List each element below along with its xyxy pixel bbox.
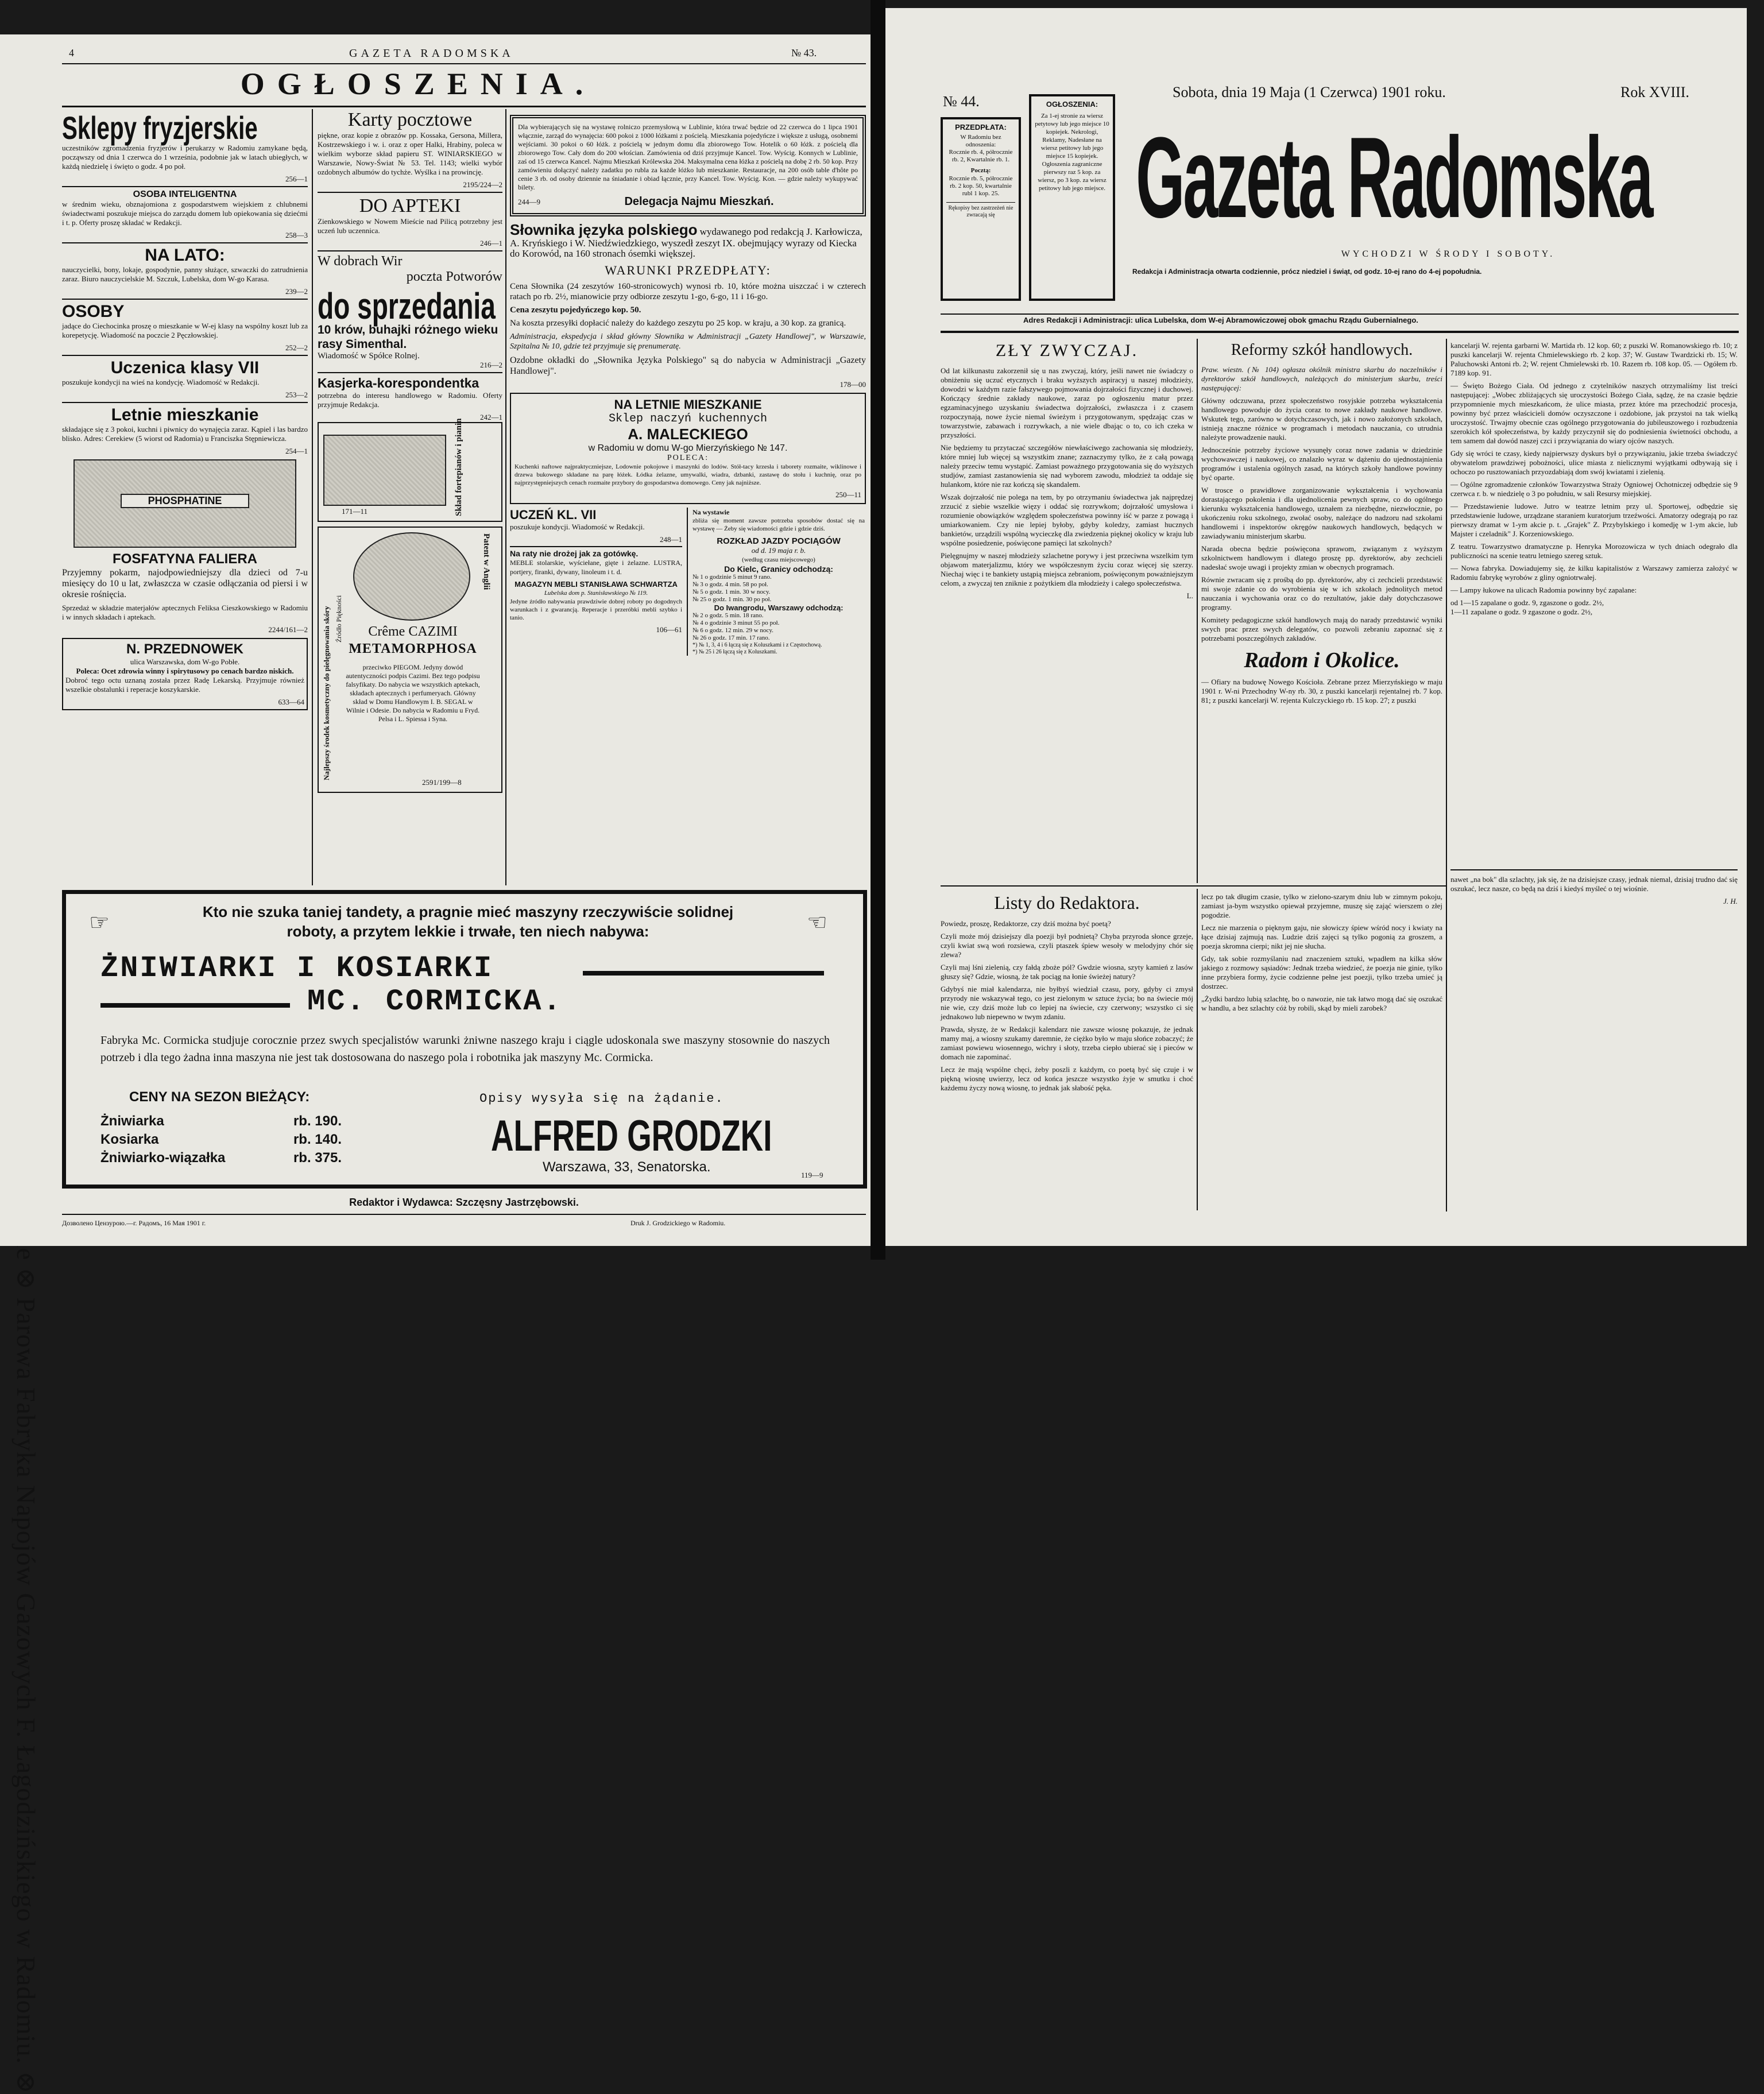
letters-paragraph: Lecz nie marzenia o pięknym gaju, nie słowiczy śpiew wśród nocy i kwiaty na łące dzisiaj zajmują nas. Ludzie dziś zajęci są tylko pogonią za groszem, a poezja skromna cierpi; nikt jej nie słucha. xyxy=(1201,923,1442,950)
right-page xyxy=(885,8,1747,1246)
ad-osoby-code: 252—2 xyxy=(285,343,308,352)
price-row: Kosiarka rb. 140. xyxy=(100,1132,342,1147)
article-reformy xyxy=(1201,341,1442,709)
prenumerata-note: Rękopisy bez zastrzeżeń nie zwracają się xyxy=(946,202,1015,219)
ad-cremes-text: przeciwko PIEGOM. Jedyny dowód autentyczności podpis Cazimi. Bez tego podpisu falsyfikaty. Do nabycia we wszystkich aptekach, składach aptecznych i perfumeryach. Główny skład w Domu Handlowym I. B. SEGAL w Wilnie i Odesie. Do nabycia w Radomiu u Fryd. Pelsa i L. Spiessa i Syna. xyxy=(346,663,480,723)
pointing-hand-icon-left: ☞ xyxy=(89,909,110,935)
ad-karty-code: 2195/224—2 xyxy=(463,180,502,189)
ads-column-2 xyxy=(318,109,502,793)
ad-karty-text: piękne, oraz kopie z obrazów pp. Kossaka, Gersona, Millera, Kostrzewskiego i w. i. oraz z oper Halki, Hrabiny, poleca w wielkim wyborze skład papieru ST. WINIARSKIEGO w Warszawie, Nowy-Świat № 53. Tel. 1143; wielki wybór ozdobnych albumów do tychże. Wyślka i na prowincję. xyxy=(318,131,502,176)
ad-meble-text: Jedyne źródło nabywania prawdziwie dobrej roboty po dogodnych warunkach i z gwarancją. Reperacje i przeróbki mebli szybko i tanio. xyxy=(510,598,682,621)
ad-slownik-warunki: WARUNKI PRZEDPŁATY: xyxy=(605,263,771,277)
phosphatine-illustration xyxy=(74,459,296,548)
ad-cormick-addr: Warszawa, 33, Senatorska. xyxy=(543,1159,711,1175)
ogloszenia-text: Za 1-ej stronie za wiersz petytowy lub jego miejsce 10 kopiejek. Nekrologi, Reklamy, Nadesłane na wiersz petitowy lub jego miejsce 15 kopiejek. Ogłoszenia zagraniczne pierwszy raz 5 kop. za wiersz, po 3 kop. za wiersz petitowy lub jego miejsce. xyxy=(1035,113,1109,192)
ad-apteki-title: DO APTEKI xyxy=(359,195,461,216)
news-fabryka: — Nowa fabryka. Dowiadujemy się, że kilku kapitalistów z Warszawy zamierza założyć w Radomiu fabrykę wyrobów z gliny ogniotrwałej. xyxy=(1450,564,1738,582)
ad-meble-code: 106—61 xyxy=(656,625,682,634)
date-line: Sobota, dnia 19 Maja (1 Czerwca) 1901 roku. xyxy=(1173,84,1446,100)
ad-lato-text: nauczycielki, bony, lokaje, gospodynie, panny służące, szwaczki do zatrudnienia zaraz. Biuro nauczycielskie M. Szczuk, Lubelska, dom W-go Karasa. xyxy=(62,265,308,283)
phosphatine-label: PHOSPHATINE xyxy=(121,494,249,508)
ad-osoba-code: 258—3 xyxy=(285,231,308,239)
ad-przednowek-line1: ulica Warszawska, dom W-go Pobłe. xyxy=(130,657,240,666)
prenumerata-poczta: Pocztą: xyxy=(970,167,991,174)
ogloszenia-box xyxy=(1029,94,1115,301)
news-lampy-row: od 1—15 zapalane o godz. 9, zgaszone o godz. 2½, xyxy=(1450,598,1604,607)
ad-cremes-brand: Crême CAZIMI xyxy=(368,624,458,639)
letters-column-2 xyxy=(1201,892,1442,1016)
ad-slownik-admin: Administracja, ekspedycja i skład główny Słownika w Administracji „Gazety Handlowej", w Warszawie, Szpitalna № 10, gdzie też przyjmuje się prenumeratę. xyxy=(510,332,866,351)
ad-letnie-title: Letnie mieszkanie xyxy=(111,405,259,424)
ad-rozklad-note: (według czasu miejscowego) xyxy=(742,556,815,563)
ad-letnie2-code: 250—11 xyxy=(835,490,861,499)
ad-kasjerka-code: 242—1 xyxy=(480,413,502,421)
ad-osoby-text: jadące do Ciechocinka proszę o mieszkanie w W-ej klasy na wspólny koszt lub za korepetycję. Wiadomość na poczcie 2 Pęczłowskiej. xyxy=(62,322,308,339)
prenumerata-title: PRZEDPŁATA: xyxy=(955,123,1007,131)
letters-paragraph: „Żydki bardzo lubią szlachtę, bo o nawozie, nie tak łatwo mogą dać się oszukać w handlu, a bez szlachty cóż by robili, skąd by mieli zarobek? xyxy=(1201,994,1442,1012)
ad-uczenica-title: Uczenica klasy VII xyxy=(110,358,260,377)
ad-cormick-code: 119—9 xyxy=(801,1171,823,1179)
ad-letnie2-addr: w Radomiu w domu W-go Mierzyńskiego № 147. xyxy=(588,443,788,453)
censor-line: Дозволено Цензурою.—г. Радомъ, 16 Мая 1901 г. xyxy=(62,1219,206,1227)
ad-letnie2-title: NA LETNIE MIESZKANIE xyxy=(614,397,762,412)
letters-column-3 xyxy=(1450,875,1738,906)
ad-kasjerka-text: potrzebna do interesu handlowego w Radomiu. Oferty przyjmuje Redakcja. xyxy=(318,391,502,409)
ad-rozklad-kielce: Do Kielc, Granicy odchodzą: xyxy=(724,564,833,574)
article-paragraph: Praw. wiestn. (№ 104) ogłasza okólnik ministra skarbu do naczelników i dyrektorów szkół handlowych, należących do ministerjum skarbu, treści następującej: xyxy=(1201,365,1442,392)
page-gutter xyxy=(871,0,885,1260)
article-paragraph: Komitety pedagogiczne szkół handlowych mają do narady przedstawić wyniki swych prac przez swych delegatów, co pozwoli zebraniu zapoznać się z potrzebami poszczególnych zakładów. xyxy=(1201,616,1442,642)
ad-cremes-title: METAMORPHOSA xyxy=(349,641,477,656)
ad-raty-title: Na raty nie drożej jak za gotówkę. xyxy=(510,549,639,558)
ad-osoba-text: w średnim wieku, obznajomiona z gospodarstwem wiejskiem z chlubnemi świadectwami poszukuje miejsca do zarządu domem lub opiekowania się dziećmi i t. p. Oferty proszę składać w Redakcji. xyxy=(62,200,308,227)
news-przedstawienie: — Przedstawienie ludowe. Jutro w teatrze letnim przy ul. Sportowej, odbędzie się przedstawienie ludowe, urządzane staraniem kuratorjum trzeźwości. Amatorzy odegrają po raz pierwszy dramat w 1-ym akcie p. t. „Grajek" Z. Przybylskiego i komedję w 1-ym akcie, lub Majster i czeladnik" J. Korzeniowskiego. xyxy=(1450,502,1738,538)
printer-line: Druk J. Grodzickiego w Radomiu. xyxy=(630,1219,726,1227)
volume: Rok XVIII. xyxy=(1620,84,1689,100)
ads-column-1 xyxy=(62,109,308,710)
ad-dobra-line3: 10 krów, buhajki różnego wieku rasy Simenthal. xyxy=(318,323,498,351)
prenumerata-poczta-rates: Rocznie rb. 5, półrocznie rb. 2 kop. 50, kwartalnie rubl 1 kop. 25. xyxy=(949,175,1013,197)
prenumerata-radom: W Radomiu bez odnoszenia: xyxy=(960,134,1001,148)
ad-rozklad-kielce-row: № 3 o godz. 4 min. 58 po poł. xyxy=(693,581,768,588)
piano-illustration xyxy=(323,435,446,506)
ad-wystawa-code: 244—9 xyxy=(518,197,540,206)
ad-cormick-prices-title: CENY NA SEZON BIEŻĄCY: xyxy=(129,1089,310,1105)
ad-slownik-title: Słownika języka polskiego xyxy=(510,221,698,238)
ad-cormick-opisy: Opisy wysyła się na żądanie. xyxy=(479,1091,724,1106)
address-line: Adres Redakcji i Administracji: ulica Lubelska, dom W-ej Abramowiczowej obok gmachu Rządu Gubernialnego. xyxy=(1023,316,1418,324)
office-line: Redakcja i Administracja otwarta codziennie, prócz niedziel i świąt, od godz. 10-ej rano do 4-ej popołudnia. xyxy=(1132,268,1482,276)
article-paragraph: Narada obecna będzie poświęcona sprawom, związanym z wyższym szkolnictwem handlowym i dlatego proszę pp. dyrektorów, aby zechcieli nadesłać swoje uwagi i projekty zmian w obecnych programach. xyxy=(1201,544,1442,571)
ad-rozklad-iwan-row: № 4 o godzinie 3 minut 55 po poł. xyxy=(693,620,780,626)
editor-line: Redaktor i Wydawca: Szczęsny Jastrzębowski. xyxy=(349,1197,579,1208)
article-title: ZŁY ZWYCZAJ. xyxy=(995,341,1139,360)
article-paragraph: Główny odczuwana, przez społeczeństwo rosyjskie potrzeba wykształcenia handlowego powoduje do życia coraz to nowe zakłady naukowe handlowe. Wskutek tego, zarówno w dotychczasowych, jak i nowo założonych szkołach, istnieją znaczne różnice w programach i metodach nauczania, co utrudnia należyte prowadzenie nauki. xyxy=(1201,396,1442,442)
article-paragraph: Pielęgnujmy w naszej młodzieży szlachetne porywy i jest przeciwna wszelkim tym objawom materjalizmu, który we współczesnym życiu coraz więcej się szerzy. Niechaj więc i te bankiety ustąpią miejsca zebraniom, poświęconym poważniejszym celom, a zwyczaj ten zniknie z pożytkiem dla młodzieży i całego społeczeństwa. xyxy=(941,551,1193,587)
ad-fosfatyna-code: 2244/161—2 xyxy=(268,625,308,634)
ads-column-3 xyxy=(510,115,866,656)
ad-fosfatyna-title: FOSFATYNA FALIERA xyxy=(113,551,257,567)
section-title-radom: Radom i Okolice. xyxy=(1244,648,1400,672)
ad-lato-title: NA LATO: xyxy=(145,246,225,265)
masthead: Gazeta Radomska xyxy=(1136,114,1652,242)
article-paragraph: Nie będziemy tu przytaczać szczegółów niewłaściwego zachowania się młodzieży, które mniej lub więcej są wszystkim znane; zaznaczymy tylko, że z całą powagą należy przeciw temu wystąpić. Zamiast poważnego przygotowania się do wyższych studjów, zamiast zastanowienia się nad wyborem zawodu, młodzież ta oddaje się hulankom, które nie raz kończą się skandalem. xyxy=(941,443,1193,489)
article-paragraph: W trosce o prawidłowe zorganizowanie wykształcenia i wychowania dorastającego pokolenia i dla ujednolicenia pewnych spraw, co do ogólnego kierunku wykształcenia handlowego, uznałem za niezbędne, niezwłocznie, po ukończeniu roku szkolnego, zwołać osoby, należące do nadzoru nad szkołami handlowemi i inspektorów okręgów naukowych handlowych, będących w zawiadywaniu ministerjum skarbu. xyxy=(1201,486,1442,540)
ad-slownik-text: wydawanego pod redakcją J. Karłowicza, A. Kryńskiego i W. Niedźwiedzkiego, wyszedł zeszyt IX. obejmujący wyrazy od Kiecka do Korowód, na 160 stronach ósemki większej. xyxy=(510,226,862,259)
ad-sklepy-title: Sklepy fryzjerskie xyxy=(62,110,258,146)
ad-meble-addr: Lubelska dom p. Stanisławskiego № 119. xyxy=(544,590,648,597)
ad-uczen-title: UCZEŃ KL. VII xyxy=(510,508,597,522)
ad-wystawa-text: Dla wybierających się na wystawę rolniczo przemysłową w Lublinie, która trwać będzie od 22 czerwca do 1 lipca 1901 włącznie, zarząd do wynajęcia: 600 pokoi z 1000 łóżkami z pościelą. Mieszkania pojedyńcze i większe z usługą, osobnemi wejściami. 30 pokoi o 60 łóżk. z pościelą w jednym domu dla zbiorowego Tow. Hotelik o 60 łóżk. z pościelą dla zbiorowego Tow. Cały dom do 200 włościan. Zamówienia od dziś przyjmuje Kancel. Tow. Wyścig. Konnych w Lublinie, zaś od 15 czerwca Kancel. Najmu Mieszkań Królewska 204. Maksymalna cena łóżka z pościelą na dobę 2 rb. 50 kop. Przy zamówieniu dołączyć należy zadatku po rubla za każde łóżko lub mieszkanie. Restauracje, na 200 osób table d'hôte po cenie 3 rb. od osoby dziennie na śniadanie i obiad łącznie, przy Kancel. Tow. Wyścig. Kon. — gdzie należy wykupywać bilety. xyxy=(518,123,858,191)
ad-letnie2-text: Kuchenki naftowe najpraktyczniejsze, Lodownie pokojowe i maszynki do lodów. Stół-tacy krzesła i taborety rozmaite, wiklinowe i drzewa bukowego składane na parę łóżek. Łódka żelazne, umywalki, wiadra, dzbanki, zastawę do stołu i kuchnię, oraz po najprzystępniejszych cenach rozmaite przybory do gospodarstwa domowego. Ceny jak najniższe. xyxy=(514,463,861,486)
ad-letnie2-poleca: POLECA: xyxy=(667,454,709,462)
article-paragraph: Jednocześnie potrzeby życiowe wysunęły coraz nowe zadania w dziedzinie wychowawczej i naukowej, co znalazło wyraz w dążeniu do ujednostajnienia programów i ustalenia ogólnych zasad, na których szkoły handlowe powinny być oparte. xyxy=(1201,446,1442,482)
ad-dobra-line1: W dobrach Wir xyxy=(318,254,403,269)
ad-uczenica-text: poszukuje kondycji na wieś na kondycję. Wiadomość w Redakcji. xyxy=(62,378,260,386)
ad-przednowek-title: N. PRZEDNOWEK xyxy=(126,641,243,657)
ad-osoba-title: OSOBA INTELIGENTNA xyxy=(133,189,237,199)
article-signature: L. xyxy=(1186,591,1193,600)
news-lampy-row: 1—11 zapalane o godz. 9 zgaszone o godz. 2½, xyxy=(1450,607,1593,616)
ad-dobra-line2: poczta Potworów xyxy=(406,269,502,284)
price-row: Żniwiarko-wiązałka rb. 375. xyxy=(100,1150,342,1166)
article-paragraph: Wszak dojrzałość nie polega na tem, by po otrzymaniu świadectwa jak najprędzej zrzucić z siebie wszelkie więzy i oddać się rozrywkom; dojrzałość umysłowa i rozumienie obowiązków względem społeczeństwa powinny iść w parze z powagą i umiarkowaniem. Czy nie lepiej byłoby, gdyby koledzy, zamiast hucznych bankietów, urządzili wspólną wycieczkę dla zwiedzenia pięknej okolicy w kraju lub wspólne posiedzenie, poświęcone pamięci lat szkolnych? xyxy=(941,493,1193,547)
news-zgromadzenie: — Ogólne zgromadzenie członków Towarzystwa Straży Ogniowej Ochotniczej odbędzie się 9 czerwca r. b. w niedzielę o 3 po południu, w sali Resursy miejskiej. xyxy=(1450,480,1738,498)
article-title: Reformy szkół handlowych. xyxy=(1231,341,1413,359)
ad-cormick-box xyxy=(62,890,867,1189)
ad-rozklad-iwan-row: № 6 o godz. 12 min. 29 w nocy. xyxy=(693,627,773,634)
letters-paragraph: Czyli maj lśni zielenią, czy fałdą zboże pól? Gwdzie wiosna, szyty kamień z lasów głuszy się? Gdzie, wiosną, że tak pociąg na łonie świeżej natury? xyxy=(941,963,1193,981)
ad-raty-text: MEBLE stolarskie, wyściełane, gięte i żelazne. LUSTRA, portjery, firanki, dywany, linoleum i t. d. xyxy=(510,559,682,576)
ogloszenia-title: OGŁOSZENIA: xyxy=(1046,100,1098,109)
ad-przednowek-box xyxy=(62,638,308,710)
ad-dobra-code: 216—2 xyxy=(480,361,502,369)
ad-dobra-line4: Wiadomość w Spółce Rolnej. xyxy=(318,351,420,361)
letters-column-1 xyxy=(941,892,1193,1096)
ad-apteki-code: 246—1 xyxy=(480,239,502,247)
ad-cormick-price-table xyxy=(100,1112,342,1167)
article-paragraph: Równie zwracam się z prośbą do pp. dyrektorów, aby ci zechcieli przedstawić mi swoje zdanie co do wyrobienia się w ich szkołach jednolitych metod nauczania i wychowania oraz co do rezultatów, jakie dały dotychczasowe programy. xyxy=(1201,575,1442,611)
letters-paragraph: Czyli może mój dzisiejszy dla poezji był podnietą? Chyba przyroda słonce grzeje, czyli kwiat swą woń rozsiewa, czyli ptaszek śpiew wesoły w melodyjny chór się zlewa? xyxy=(941,932,1193,959)
ad-letnie-text: składające się z 3 pokoi, kuchni i piwnicy do wynajęcia zaraz. Kąpiel i las bardzo blisko. Adres: Cerekiew (5 wiorst od Radomia) u Franciszka Stępniewicza. xyxy=(62,425,308,443)
ad-wystawa-footer: Delegacja Najmu Mieszkań. xyxy=(624,195,774,208)
ad-fosfatyna-note: Sprzedaż w składzie materjałów aptecznych Feliksa Cieszkowskiego w Radomiu i w innych składach i aptekach. xyxy=(62,603,308,621)
section-title: OGŁOSZENIA. xyxy=(240,67,596,101)
letters-title: Listy do Redaktora. xyxy=(994,892,1140,913)
letters-paragraph: Gdy, tak sobie rozmyślaniu nad znaczeniem sztuki, wpadłem na kilka słów jakiego z rozmowy sąsiadów: Jednak trzeba wiedzieć, że poezja nie ginie, tylko inne przybiera formy, życie codzienne pełne jest poezji, tylko trzeba umieć ją dostrzec. xyxy=(1201,954,1442,990)
prenumerata-box xyxy=(941,117,1021,301)
news-swieto: — Święto Bożego Ciała. Od jednego z czytelników naszych otrzymaliśmy list treści następującej: „Wobec zbliżających się uroczystości Bożego Ciała, sądzę, że na czasie będzie przypomnienie mych mieszkańcom, że ulice miasta, przez które ma przechodzić procesja, powinny być przez właścicieli domów oczyszczone i ozdobione, jak przystoi na tak wielką uroczystość. Trwajmy obecnie czas ogólnego przygotowania do jubileuszowego i rozbudzenia szerokich kół społeczeństwa, by każdy przyczynił się do podniesienia świetności obchodu, a tem samem dał dowód naszej czci i przywiązania do wiary ojców naszych. xyxy=(1450,381,1738,445)
ad-rozklad-kielce-row: № 5 o godz. 1 min. 30 w nocy. xyxy=(693,589,771,595)
left-page xyxy=(5,34,871,1246)
pointing-hand-icon-right: ☜ xyxy=(807,909,827,935)
ad-rozklad-iwan-row: № 26 o godz. 17 min. 17 rano. xyxy=(693,634,770,641)
letters-paragraph: nawet „na bok" dla szlachty, jak się, że na dzisiejsze czasy, jednak niemal, dzisiaj trudno dać się oszukać, lecz nasze, co będą na dziś i kiedyś myśleć o tej wiośnie. xyxy=(1450,875,1738,893)
ad-slownik-okladki: Ozdobne okładki do „Słownika Języka Polskiego" są do nabycia w Administracji „Gazety Handlowej". xyxy=(510,355,866,376)
ad-slownik-code: 178—00 xyxy=(840,380,866,389)
ad-cormick-title2: MC. CORMICKA. xyxy=(307,985,563,1019)
ad-cremes-code: 2591/199—8 xyxy=(422,778,462,787)
ad-cormick-title1: ŻNIWIARKI I KOSIARKI xyxy=(100,951,494,985)
ad-cormick-dealer: ALFRED GRODZKI xyxy=(491,1112,772,1160)
ad-przednowek-line2: Poleca: Ocet zdrowia winny i spirytusowy po cenach bardzo niskich. xyxy=(76,667,294,675)
ad-wystawa-box xyxy=(510,115,866,216)
ad-rozklad-foot2: *) № 25 i 26 łączą się z Koluszkami. xyxy=(693,649,777,655)
running-title: GAZETA RADOMSKA xyxy=(349,47,514,60)
letters-paragraph: lecz po tak długim czasie, tylko w zielono-szarym dniu lub w zimnym pokoju, zamiast ja-bym wszystko opiewał przyjemne, muszę się zająć wierszem o złej pogodzie. xyxy=(1201,892,1442,919)
ad-cremes-box xyxy=(318,527,502,793)
ad-letnie-code: 254—1 xyxy=(285,447,308,455)
article-paragraph: Od lat kilkunastu zakorzenił się u nas zwyczaj, który, jeśli nawet nie świadczy o obniżeniu się uczuć etycznych i braku wyższych aspiracyj u naszej młodzieży, dowodzi w każdym razie fałszywego pojmowania dojrzałości fizycznej i duchowej. Kończący średnie zakłady naukowe, zaraz po ogłoszeniu matur przez egzaminacyjnego uzyskaniu świadectwa dojrzałości, zwłaszcza i z czasem rozpoczynają, nowe życie niemal świeżym i przygotowanym, spędzając czas w towarzystwie, zabawach i rozrywkach, a nie wiele dbając o to, co ich czeka w przyszłości. xyxy=(941,366,1193,439)
ad-letnie2-name: A. MALECKIEGO xyxy=(628,425,748,443)
issue-number: № 44. xyxy=(943,93,980,110)
cremes-portrait-illustration xyxy=(353,532,470,621)
ad-dobra-title: do sprzedania xyxy=(318,285,496,327)
ad-slownik-zeszyt: Cena zeszytu pojedyńczego kop. 50. xyxy=(510,305,641,315)
news-teatr: Z teatru. Towarzystwo dramatyczne p. Henryka Morozowicza w tych dniach odegrało dla publiczności na scenie teatru letniego szereg sztuk. xyxy=(1450,542,1738,560)
ad-rozklad-iwan: Do Iwangrodu, Warszawy odchodzą: xyxy=(714,603,844,612)
header-rule xyxy=(62,63,866,64)
frequency: WYCHODZI W ŚRODY I SOBOTY. xyxy=(1341,249,1556,259)
issue-number: № 43. xyxy=(791,47,817,59)
ad-piano-vertical: Skład fortepianów i pianin xyxy=(454,418,463,516)
ad-apteki-text: Zienkowskiego w Nowem Mieście nad Pilicą potrzebny jest uczeń lub uczennica. xyxy=(318,217,502,235)
ad-przednowek-text: Dobroć tego octu uznaną została przez Radę Lekarską. Przyjmuje również wszelkie obstalunki i reperacje koszykarskie. xyxy=(65,676,304,694)
ad-wystawie-title: Na wystawie xyxy=(693,508,730,516)
ad-letnie2-sub: Sklep naczyń kuchennych xyxy=(608,412,768,425)
ad-wystawie-text: zbliża się moment zawsze potrzeba sposobów dostać się na wystawę — Żeby się wiadomości gdzie i gdzie dziś. xyxy=(693,517,865,532)
ad-sklepy-text: uczestników zgromadzenia fryzjerów i perukarzy w Radomiu zamykane będą, począwszy od dnia 1 czerwca do 1 września, podobnie jak w latach ubiegłych, w każdą niedzielę i święto o godz. 4 po poł. xyxy=(62,144,308,171)
article-zly-zwyczaj xyxy=(941,341,1193,601)
ad-piano-code: 171—11 xyxy=(342,507,368,516)
price-row: Żniwiarka rb. 190. xyxy=(100,1113,342,1129)
ad-rozklad-title: ROZKŁAD JAZDY POCIĄGÓW xyxy=(717,536,841,546)
ad-slownik-poczta: Na koszta przesyłki dopłacić należy do każdego zeszytu po 25 kop. w kraju, a 30 kop. za granicą. xyxy=(510,319,846,328)
ad-rozklad-kielce-row: № 1 o godzinie 5 minut 9 rano. xyxy=(693,574,772,580)
letters-paragraph: Powiedz, proszę, Redaktorze, czy dziś można być poetą? xyxy=(941,919,1111,928)
news-wrocila: Gdy się wróci te czasy, kiedy najpierwszy dyskurs był o przywiązaniu, jakie trzeba świadczyć obywatelom prawdziwej pobożności, ulice miasta z nielicznymi wyjątkami odbywają się i ochoczo po rusztowaniach przyozdabiają dom swój kwiatami i zielenią. xyxy=(1450,449,1738,476)
ad-fosfatyna-text: Przyjemny pokarm, najodpowiedniejszy dla dzieci od 7-u miesięcy do 10 u lat, zwłaszcza w czasie odłączania od piersi i w okresie rośnięcia. xyxy=(62,568,308,599)
ad-cremes-vertical-right: Patent w Anglii xyxy=(482,533,491,590)
prenumerata-rates: Rocznie rb. 4, półrocznie rb. 2, Kwartalnie rb. 1. xyxy=(949,149,1013,163)
ad-cormick-headline: Kto nie szuka taniej tandety, a pragnie mieć maszyny rzeczywiście solidnej roboty, a przytem lekkie i trwałe, ten niech nabywa: xyxy=(202,903,734,940)
letters-signature: J. H. xyxy=(1723,897,1738,905)
letters-paragraph: Prawda, słyszę, że w Redakcji kalendarz nie zawsze wiosnę pokazuje, że jednak mamy maj, a wiosny szukamy daremnie, że ciężko było w maju słońce zobaczyć; że zamiast powiewu wiosennego, wichry i słoty, trzeba ciepło ubierać się i pieców w domach nie zapominać. xyxy=(941,1025,1193,1061)
ad-slownik-cena: Cena Słownika (24 zeszytów 160-stronicowych) wynosi rb. 10, które można uiszczać i w czterech ratach po rb. 2½, mianowicie przy odbiorze zeszytu 1-go, 6-go, 11 i 16-go. xyxy=(510,282,866,301)
letters-paragraph: Gdybyś nie miał kalendarza, nie byłbyś wiedział czasu, pory, gdyby ci zmysł przyrody nie wskazywał tego, co jest zielonym w sztuce życia; bo na świecie mój nie wie, czy dziś może lub co lepiej na świecie, czy czerwony; wszystko ci się jednakowo lub niepewno w twym zdaniu. xyxy=(941,985,1193,1021)
ad-piano-box xyxy=(318,418,502,522)
ad-rozklad-foot1: *) № 1, 3, 4 i 6 łączą się z Koluszkami i z Częstochową. xyxy=(693,642,822,648)
ad-lato-code: 239—2 xyxy=(285,287,308,296)
ad-cormick-text: Fabryka Mc. Cormicka studjuje corocznie przez swych specjalistów warunki żniwne naszego kraju i ciągle udoskonala swe maszyny stosownie do naszych potrzeb i dla tego żadna inna maszyna nie jest tak dostosowana do naszego pola i robotnika jak maszyny Mc. Cormicka. xyxy=(100,1034,830,1064)
ad-karty-title: Karty pocztowe xyxy=(347,109,473,130)
ad-sklepy-code: 256—1 xyxy=(285,175,308,183)
ad-meble-title: MAGAZYN MEBLI STANISŁAWA SCHWARTZA xyxy=(514,580,678,589)
ad-rozklad-iwan-row: № 2 o godz. 5 min. 18 rano. xyxy=(693,612,764,619)
news-column xyxy=(1450,341,1738,617)
ad-rozklad-date: od d. 19 maja r. b. xyxy=(751,546,806,555)
article-paragraph: — Ofiary na budowę Nowego Kościoła. Zebrane przez Mierzyńskiego w maju 1901 r. W-ni Przechodny W-ny rb. 30, z puszki kancelarji rejentalnej rb. 7 kop. 81; z puszki kancelarji W. rejenta Kulczyckiego rb. 15 kop. 27; z puszki xyxy=(1201,678,1442,705)
ad-osoby-title: OSOBY xyxy=(62,302,125,321)
ad-bottom-row xyxy=(510,508,866,656)
letters-paragraph: Lecz że mają wspólne chęci, żeby poszli z każdym, co poetą być się czuje i w piękną wiosnę uwierzy, lecz od końca jeszcze wszystko żyje w smutku i choć każdemu życzy nową wiosnę, to jednak jak słabość pęka. xyxy=(941,1065,1193,1092)
news-lampy: — Lampy łukowe na ulicach Radomia powinny być zapalane: xyxy=(1450,586,1637,594)
ad-uczenica-code: 253—2 xyxy=(285,390,308,399)
page-number: 4 xyxy=(69,47,78,59)
ad-cremes-vertical-left: Najlepszy środek kosmetyczny do pielęgnowania skóry xyxy=(322,606,331,780)
ad-uczen-text: poszukuje kondycji. Wiadomość w Redakcji. xyxy=(510,522,645,531)
section-rule xyxy=(62,106,866,107)
ad-uczen-code: 248—1 xyxy=(660,535,682,544)
news-paragraph: kancelarji W. rejenta garbarni W. Martida rb. 12 kop. 60; z puszki W. Romanowskiego rb. 10; z puszki kancelarji W. rejenta Chmielewskiego rb. 2 kop. 37; W. Gustaw Twardzicki rb. 15; W. Paluchowski Antoni rb. 2; W. rejent Chmielewski rb. 10. Razem rb. 108 kop. 05. — Ogółem rb. 7189 kop. 91. xyxy=(1450,341,1738,377)
ad-cremes-vertical-small: Źródło Piękności xyxy=(335,595,343,642)
ad-rozklad-kielce-row: № 25 o godz. 1 min. 30 po poł. xyxy=(693,596,772,603)
ad-przednowek-code: 633—64 xyxy=(278,698,304,706)
ad-letnie2-box xyxy=(510,393,866,504)
ad-kasjerka-title: Kasjerka-korespondentka xyxy=(318,376,479,390)
